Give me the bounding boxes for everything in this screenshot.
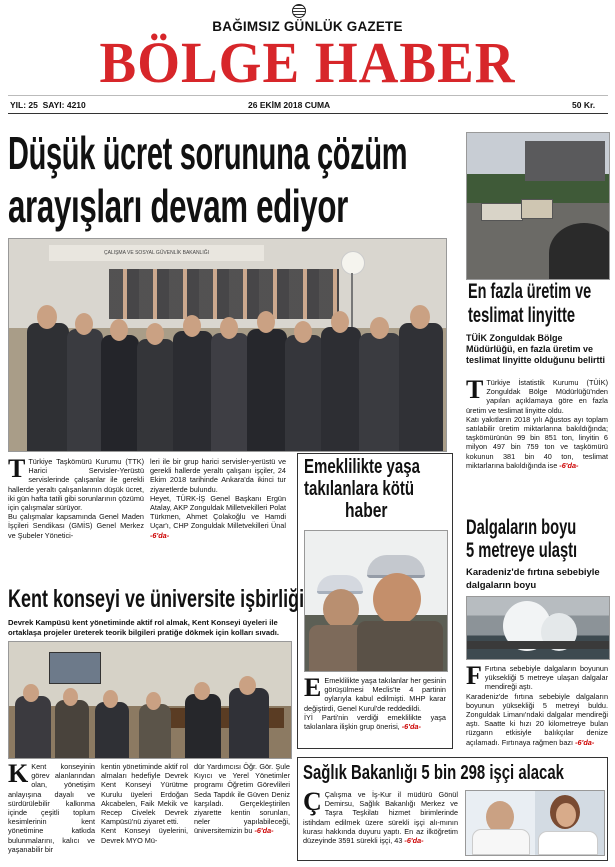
masthead-rule-bottom xyxy=(8,113,608,114)
person xyxy=(229,688,269,758)
linyit-photo xyxy=(466,132,610,280)
factory-building xyxy=(525,141,605,181)
person-head xyxy=(63,688,78,706)
person-head xyxy=(146,323,164,345)
kent-photo xyxy=(8,641,292,759)
saglik-text: Çalışma ve İş-Kur il müdürü Gönül Demirsu, Sağlık Bakanlığı Merkez ve Taşra Teşkilatı hizmet birimlerinde istihdam edilmek üzere sürekli işçi alı-mının kurası hakkında duyuru yaptı. En az ilköğretim düzeyinde 3591 sürekli işçi, 43 xyxy=(303,790,458,846)
person xyxy=(247,329,287,451)
person xyxy=(173,331,213,451)
person xyxy=(472,829,530,855)
person-head xyxy=(294,321,312,343)
emeklilik-photo xyxy=(304,530,448,672)
dalga-headline-line2: 5 metreye ulaştı xyxy=(466,539,578,562)
saglik-jump-link[interactable]: -6'da- xyxy=(404,836,424,846)
person xyxy=(321,327,361,451)
person xyxy=(357,621,443,671)
person-head xyxy=(146,692,161,710)
dropcap: E xyxy=(304,673,322,702)
coal-pile xyxy=(549,223,610,280)
person xyxy=(15,696,51,758)
person xyxy=(137,339,175,451)
wall-frame xyxy=(49,652,101,684)
lead-jump-link[interactable]: -6'da- xyxy=(150,530,170,540)
linyit-jump-link[interactable]: -6'da- xyxy=(559,460,579,470)
person-head xyxy=(23,684,39,702)
person-head xyxy=(110,319,128,341)
person xyxy=(139,704,171,758)
kent-body-col3 xyxy=(194,762,290,836)
truck-icon xyxy=(521,199,553,219)
kent-col3-text: dür Yardımcısı Öğr. Gör. Şule Kıyıcı ve Yerel Yönetimler programı Öğretim Görevlileri Seda Tapdık ile Güven Deniz karşıladı. Gerçekleştirilen ziyarette kentin sorunları, neler yapılabileceği, üniversitemizin bu xyxy=(194,762,290,836)
person-head xyxy=(331,311,349,333)
lamp-pole xyxy=(351,273,353,333)
person xyxy=(101,335,139,451)
kent-body-col1 xyxy=(8,759,95,854)
kent-deck: Devrek Kampüsü kent yönetiminde aktif rol almak, Kent Konseyi üyeleri ile ortaklaşa projeler üreterek teorik bilgileri pratiğe dökmek için kolları sıvadı. xyxy=(8,618,279,637)
dropcap: K xyxy=(8,759,29,788)
dropcap: T xyxy=(8,454,26,483)
kent-jump-link[interactable]: -6'da- xyxy=(254,826,274,836)
dropcap: F xyxy=(466,661,482,690)
saglik-photo xyxy=(465,790,605,856)
lead-photo xyxy=(8,238,447,452)
kent-col1-text: Kent konseyinin görev alanlarından olan, yönetişim anlayışına dayalı ve sürdürülebilir kalkınma içinde çeşitli toplum kesimlerinin kent yönetimine katkıda bulunmalarını, kalıcı ve yaşanabilir bir xyxy=(8,762,95,854)
dropcap: T xyxy=(466,375,484,404)
masthead-globe-icon xyxy=(292,4,306,18)
lamp-icon xyxy=(341,251,365,275)
masthead-rule-top xyxy=(8,95,608,96)
person xyxy=(185,694,221,758)
person-head xyxy=(194,682,210,700)
person xyxy=(27,323,69,451)
emeklilik-headline-line1: Emeklilikte yaşa xyxy=(304,456,420,478)
dalga-headline-line1: Dalgaların boyu xyxy=(466,516,577,539)
person-head xyxy=(220,317,238,339)
issue-price: 50 Kr. xyxy=(572,100,596,110)
linyit-body xyxy=(466,375,608,470)
masthead-title: BÖLGE HABER xyxy=(99,30,516,95)
masthead-tagline: BAĞIMSIZ GÜNLÜK GAZETE xyxy=(212,19,403,34)
person-head xyxy=(239,676,256,695)
lead-headline-line2: arayışları devam ediyor xyxy=(8,180,348,232)
face xyxy=(556,803,576,827)
lead-body-col2 xyxy=(150,457,286,540)
lead-col2-text: leri ile bir grup harici servisler-yerüstü ve gerekli hallerde yeraltı çalışanı işçiler, 24 Ekim 2018 tarihinde Ankara'da ikinci tur ziyaretlerde bulundu. Heyet, TÜRK-İŞ Genel Başkanı Ergün Atalay, AKP Zonguldak Milletvekilleri Polat Türkmen, Ahmet Çolakoğlu ve Hamdi Uçar'ı, CHP Zonguldak Milletvekilleri Ünal xyxy=(150,457,287,531)
person xyxy=(285,335,323,451)
emeklilik-body xyxy=(304,673,447,732)
person-head xyxy=(410,305,430,329)
emeklilik-headline-line3: haber xyxy=(345,500,388,522)
saglik-body xyxy=(303,787,458,846)
person-head xyxy=(183,315,201,337)
dalga-jump-link[interactable]: -6'da- xyxy=(575,737,595,747)
person xyxy=(359,333,401,451)
person-head xyxy=(103,690,118,708)
kent-headline: Kent konseyi ve üniversite işbirliği xyxy=(8,585,305,613)
kent-body-col2 xyxy=(101,762,188,845)
emeklilik-jump-link[interactable]: -6'da- xyxy=(401,722,421,732)
person-head xyxy=(37,305,57,329)
truck-icon xyxy=(481,203,523,221)
person-head xyxy=(75,313,93,335)
dalga-text: Fırtına sebebiyle dalgaların boyunun yüksekliği 5 metreye ulaşan dalgalar mendireği aştı. Karadeniz'de fırtına sebebiyle dalgaların boyunun yüksekliği 5 metreyi buldu. Zonguldak Limanı'ndaki dalgalar mendireği aştı. Saatte ki hızı 20 kilometreye bulan rüzgarın etkisiyle balıkçılar denize açılamadı. Fırtınaya rağmen bazı xyxy=(466,664,608,747)
person xyxy=(55,700,89,758)
person xyxy=(399,323,443,451)
lead-body-col1 xyxy=(8,454,144,540)
breakwater xyxy=(467,641,609,649)
dalga-deck: Karadeniz'de fırtına sebebiyle dalgaların boyu xyxy=(466,567,600,591)
photo-sign: ÇALIŞMA VE SOSYAL GÜVENLİK BAKANLIĞI xyxy=(49,245,264,261)
person xyxy=(538,831,598,855)
dalga-photo xyxy=(466,596,610,660)
linyit-headline-line1: En fazla üretim ve xyxy=(468,280,592,303)
emeklilik-text: Emeklilikte yaşa takılanlar her gesinin görüşülmesi Meclis'te 4 partinin oylarıyla kabul edilmişti. MHP karar değiştirdi, Genel Kurul'de reddedildi. İYİ Parti'nin verdiği emeklilikte yaşa takılanlara ilişkin grup önerisi, xyxy=(304,676,447,732)
person-head xyxy=(257,311,275,333)
emeklilik-headline-line2: takılanlara kötü xyxy=(304,478,415,500)
person xyxy=(95,702,129,758)
person-head xyxy=(370,317,389,339)
issue-date: 26 EKİM 2018 CUMA xyxy=(248,100,331,110)
issue-number: YIL: 25 SAYI: 4210 xyxy=(10,100,86,110)
crowd-back-row xyxy=(109,269,339,319)
linyit-text: Türkiye İstatistik Kurumu (TÜİK) Zonguldak Bölge Müdürlüğü'nden yapılan açıklamaya göre en fazla üretim ve teslimat linyitte oldu. Katı yakıtların 2018 yılı Ağustos ayı toplam satılabilir üretim miktarlarına bakıldığında; taşkömürünün 99 bin 851 ton, linyitin 6 milyon 497 bin 759 ton ve taşkömürü kokunun 381 bin 40 ton, teslimat miktarlarına bakıldığında ise xyxy=(466,378,608,470)
person-head xyxy=(373,573,421,625)
saglik-headline: Sağlık Bakanlığı 5 bin 298 işçi alacak xyxy=(303,762,564,784)
person xyxy=(211,333,249,451)
person xyxy=(67,329,103,451)
linyit-deck: TÜİK Zonguldak Bölge Müdürlüğü, en fazla üretim ve teslimat linyitte olduğunu belirtti xyxy=(466,333,606,365)
person-head xyxy=(323,589,359,629)
lead-col1-text: Türkiye Taşkömürü Kurumu (TTK) Harici Servisler-Yerüstü servislerinde çalışanlar ile gerekli hallerde yeraltı çalışanlarının düşük ücret, iki gün hafta tatili gibi sorunlarının çözümü için çalışmalar sürüyor. Bu çalışmalar kapsamında Genel Maden İşçileri Sendikası (GMİS) Genel Merkez ve Şubeler Yönetici- xyxy=(8,457,144,540)
dropcap: Ç xyxy=(303,787,322,816)
linyit-headline-line2: teslimat linyitte xyxy=(468,304,576,327)
dalga-body xyxy=(466,661,608,747)
kent-col2-text: kentin yönetiminde aktif rol almaları hedefiyle Devrek Kent Konseyi Yürütme Kurulu üyeleri Erdoğan Akcabelen, Faik Mekik ve Recep Civelek Devrek Kampüsü'nü ziyaret etti. Kent Konseyi üyelerini, Devrek MYO Mü- xyxy=(101,762,188,845)
lead-headline-line1: Düşük ücret sorununa çözüm xyxy=(8,127,408,179)
